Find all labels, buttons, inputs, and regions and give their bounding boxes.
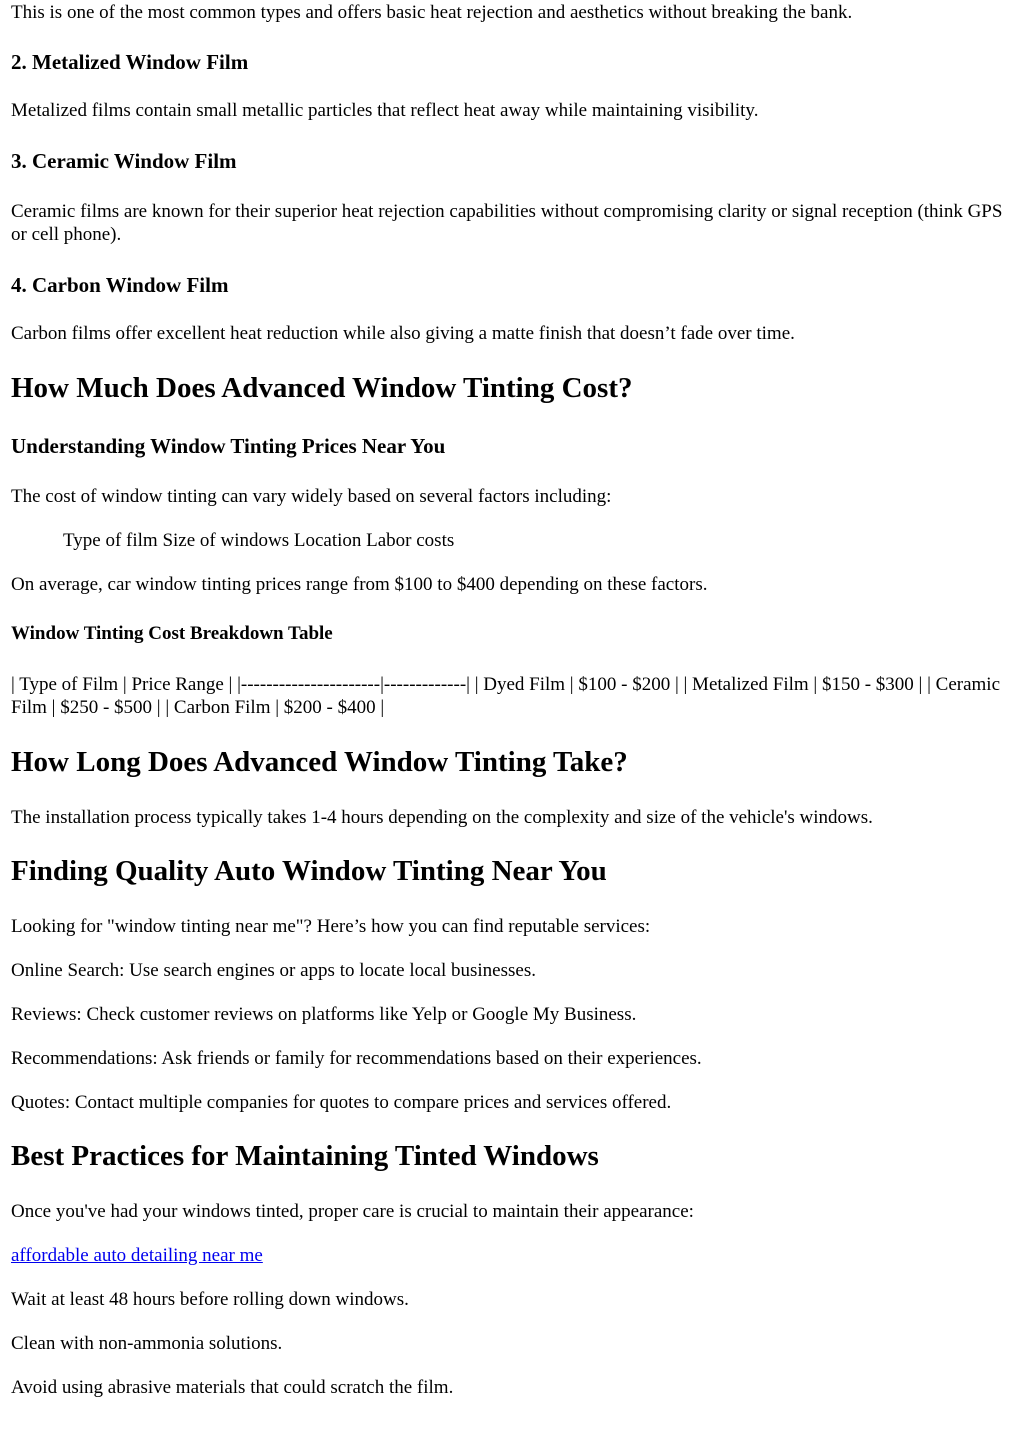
dyed-film-description: This is one of the most common types and offers basic heat rejection and aesthetics without breaking the bank. [11, 2, 853, 23]
tip-online-search: Online Search: Use search engines or apps to locate local businesses. [11, 960, 536, 981]
heading-tinting-cost: How Much Does Advanced Window Tinting Cost? [11, 372, 633, 404]
tip-recommendations: Recommendations: Ask friends or family for recommendations based on their experiences. [11, 1048, 702, 1069]
heading-cost-breakdown-table: Window Tinting Cost Breakdown Table [11, 623, 333, 644]
installation-time-text: The installation process typically takes 1-4 hours depending on the complexity and size of the vehicle's windows. [11, 807, 873, 828]
finding-services-intro: Looking for "window tinting near me"? Here’s how you can find reputable services: [11, 916, 651, 937]
detailing-link-paragraph [11, 1244, 263, 1267]
tip-quotes: Quotes: Contact multiple companies for quotes to compare prices and services offered. [11, 1092, 672, 1113]
care-tip-avoid: Avoid using abrasive materials that could scratch the film. [11, 1377, 454, 1398]
heading-carbon-film: 4. Carbon Window Film [11, 273, 229, 297]
ceramic-film-description: Ceramic films are known for their superior heat rejection capabilities without compromising clarity or signal reception (think GPS or cell phone). [11, 201, 1003, 245]
heading-tinting-duration: How Long Does Advanced Window Tinting Take? [11, 746, 628, 778]
cost-breakdown-table-text: | Type of Film | Price Range | |----------------------|-------------| | Dyed Film | $100 - $200 | | Metalized Film | $150 - $300 | | Ceramic Film | $250 - $500 | | Carbon Film | $200 - $400 | [11, 674, 1001, 718]
care-tip-clean: Clean with non-ammonia solutions. [11, 1333, 283, 1354]
heading-finding-tinting: Finding Quality Auto Window Tinting Near You [11, 855, 607, 887]
average-price-text: On average, car window tinting prices range from $100 to $400 depending on these factors. [11, 574, 708, 595]
cost-factors-list: Type of film Size of windows Location Labor costs [63, 530, 455, 551]
cost-factors-intro: The cost of window tinting can vary widely based on several factors including: [11, 486, 612, 507]
care-tip-wait: Wait at least 48 hours before rolling down windows. [11, 1289, 409, 1310]
heading-ceramic-film: 3. Ceramic Window Film [11, 149, 237, 173]
heading-tinting-prices: Understanding Window Tinting Prices Near You [11, 434, 446, 458]
heading-best-practices: Best Practices for Maintaining Tinted Windows [11, 1140, 599, 1172]
carbon-film-description: Carbon films offer excellent heat reduction while also giving a matte finish that doesn’t fade over time. [11, 323, 795, 344]
affordable-auto-detailing-link[interactable]: affordable auto detailing near me [11, 1245, 263, 1266]
tip-reviews: Reviews: Check customer reviews on platforms like Yelp or Google My Business. [11, 1004, 637, 1025]
metalized-film-description: Metalized films contain small metallic particles that reflect heat away while maintaining visibility. [11, 100, 759, 121]
maintenance-intro: Once you've had your windows tinted, proper care is crucial to maintain their appearance: [11, 1201, 694, 1222]
heading-metalized-film: 2. Metalized Window Film [11, 50, 249, 74]
